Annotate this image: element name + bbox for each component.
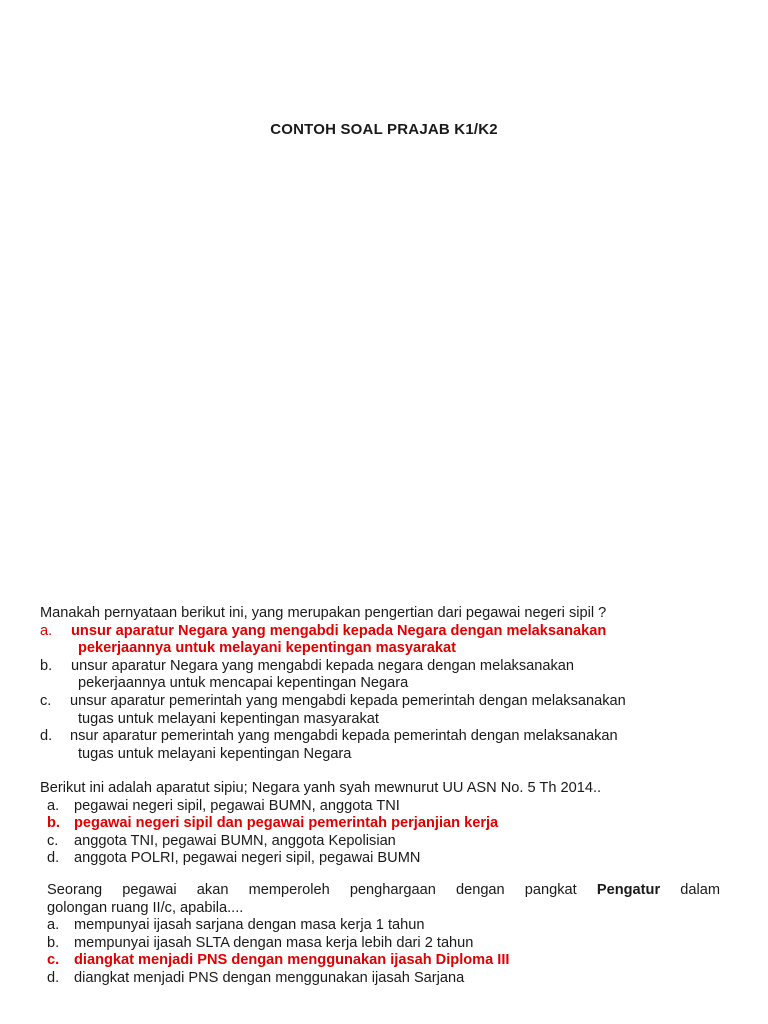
option-letter: d. [40, 728, 53, 745]
question-1-option-b [40, 658, 730, 676]
option-text-continued: tugas untuk melayani kepentingan masyarakat [78, 710, 379, 727]
option-letter: d. [47, 969, 60, 986]
option-text: pegawai negeri sipil dan pegawai pemerintah perjanjian kerja [74, 815, 499, 832]
question-1-text: Manakah pernyataan berikut ini, yang merupakan pengertian dari pegawai negeri sipil ? [40, 605, 607, 621]
option-letter: c. [40, 692, 52, 709]
option-text-continued: tugas untuk melayani kepentingan Negara [78, 745, 352, 762]
option-text-continued: pekerjaannya untuk mencapai kepentingan Negara [78, 675, 409, 692]
question-1-option-d [40, 728, 730, 746]
question-3-text-bold: Pengatur [596, 882, 661, 898]
question-3-option-d [47, 970, 720, 988]
question-3-option-b [47, 935, 720, 953]
option-text: unsur aparatur pemerintah yang mengabdi kepada pemerintah dengan melaksanakan [70, 692, 626, 709]
option-letter: b. [47, 815, 60, 832]
option-letter: b. [47, 934, 60, 951]
option-letter: a. [47, 797, 60, 814]
question-1-option-c [40, 693, 730, 711]
option-text: nsur aparatur pemerintah yang mengabdi kepada pemerintah dengan melaksanakan [70, 728, 618, 745]
question-3-option-a [47, 917, 720, 935]
option-text-continued: pekerjaannya untuk melayani kepentingan masyarakat [78, 640, 456, 657]
question-3-option-c [47, 952, 720, 970]
option-text: unsur aparatur Negara yang mengabdi kepada negara dengan melaksanakan [71, 657, 575, 674]
question-2-option-b [40, 815, 730, 833]
option-letter: b. [40, 657, 53, 674]
question-2-text: Berikut ini adalah aparatut sipiu; Negara yanh syah mewnurut UU ASN No. 5 Th 2014.. [40, 780, 602, 796]
option-text: mempunyai ijasah sarjana dengan masa kerja 1 tahun [74, 917, 425, 934]
option-letter: d. [47, 850, 60, 867]
page-title: CONTOH SOAL PRAJAB K1/K2 [270, 121, 498, 138]
question-3-text-line2: golongan ruang II/c, apabila.... [47, 899, 244, 916]
question-2-option-c [40, 833, 730, 851]
question-1-option-a [40, 623, 730, 641]
option-text: unsur aparatur Negara yang mengabdi kepada Negara dengan melaksanakan [71, 622, 607, 639]
question-2-option-d [40, 850, 730, 868]
option-letter: c. [47, 832, 59, 849]
option-letter: a. [40, 622, 53, 639]
question-3-text [47, 882, 720, 900]
option-text: mempunyai ijasah SLTA dengan masa kerja lebih dari 2 tahun [74, 934, 474, 951]
option-text: diangkat menjadi PNS dengan menggunakan ijasah Sarjana [74, 969, 465, 986]
option-letter: a. [47, 917, 60, 934]
question-3-text-start: Seorang pegawai akan memperoleh penghargaan dengan pangkat [47, 882, 577, 898]
question-1 [40, 605, 730, 763]
option-text: anggota TNI, pegawai BUMN, anggota Kepolisian [74, 832, 396, 849]
option-text: diangkat menjadi PNS dengan menggunakan ijasah Diploma III [74, 952, 510, 969]
option-text: pegawai negeri sipil, pegawai BUMN, anggota TNI [74, 797, 400, 814]
question-2-option-a [40, 798, 730, 816]
option-text: anggota POLRI, pegawai negeri sipil, pegawai BUMN [74, 850, 421, 867]
question-3 [47, 882, 720, 988]
question-3-text-end: dalam [680, 882, 721, 898]
question-2 [40, 780, 730, 868]
option-letter: c. [47, 952, 60, 969]
